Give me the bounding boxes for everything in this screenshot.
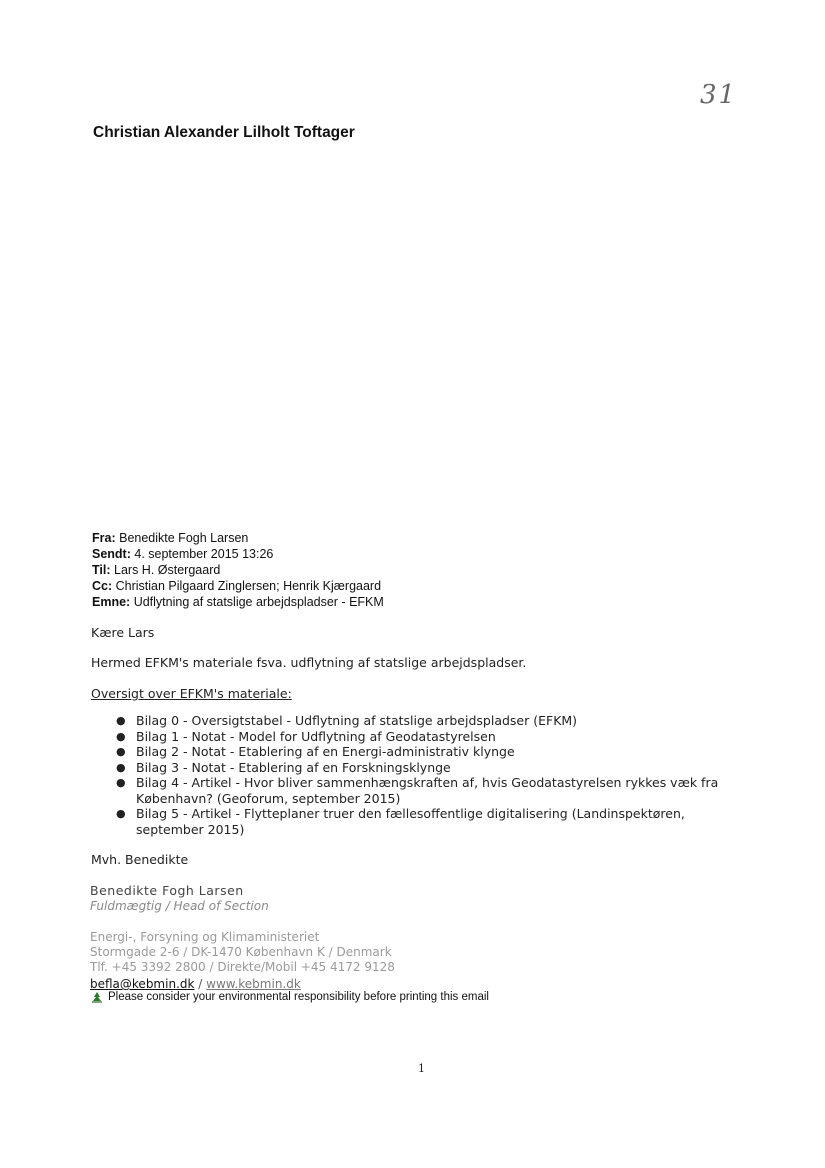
bullet-icon: ●	[116, 776, 126, 789]
from-row	[92, 530, 384, 546]
cc-value: Christian Pilgaard Zinglersen; Henrik Kjærgaard	[115, 579, 382, 593]
link-separator: /	[194, 977, 207, 991]
eco-notice-text: Please consider your environmental responsibility before printing this email	[108, 991, 489, 1003]
organization-address: Stormgade 2-6 / DK-1470 København K / Denmark	[90, 945, 392, 959]
signature-title: Fuldmægtig / Head of Section	[90, 899, 269, 913]
to-label: Til:	[92, 563, 111, 577]
signature-name: Benedikte Fogh Larsen	[90, 883, 244, 898]
bullet-icon: ●	[116, 729, 126, 743]
website-link[interactable]: www.kebmin.dk	[206, 977, 301, 991]
subject-row	[92, 594, 384, 610]
bullet-icon: ●	[116, 745, 126, 758]
signature-links	[90, 977, 301, 991]
attachment-item	[112, 806, 752, 837]
attachment-item	[112, 760, 752, 776]
bullet-icon: ●	[116, 807, 126, 820]
to-value: Lars H. Østergaard	[114, 563, 221, 577]
subject-label: Emne:	[92, 595, 131, 609]
email-link[interactable]: befla@kebmin.dk	[90, 977, 195, 991]
attachment-item	[112, 729, 752, 745]
cc-label: Cc:	[92, 579, 113, 593]
attachment-item	[112, 775, 752, 806]
attachment-text: Bilag 5 - Artikel - Flytteplaner truer den fællesoffentlige digitalisering (Landinspektøren, september 2015)	[136, 806, 685, 837]
cc-row	[92, 578, 384, 594]
attachment-item	[112, 713, 752, 729]
subject-value: Udflytning af statslige arbejdspladser - EFKM	[133, 595, 384, 609]
signature-organization	[90, 930, 395, 975]
attachment-text: Bilag 1 - Notat - Model for Udflytning af Geodatastyrelsen	[136, 728, 496, 744]
attachment-text: Bilag 2 - Notat - Etablering af en Energi-administrativ klynge	[136, 744, 515, 759]
sent-row	[92, 546, 384, 562]
to-row	[92, 562, 384, 578]
from-value: Benedikte Fogh Larsen	[119, 531, 249, 545]
attachment-item	[112, 744, 752, 760]
from-label: Fra:	[92, 531, 116, 545]
organization-phone: Tlf. +45 3392 2800 / Direkte/Mobil +45 4172 9128	[90, 960, 395, 974]
greeting: Kære Lars	[91, 625, 155, 640]
page-number: 1	[418, 1062, 425, 1075]
environmental-notice	[90, 991, 489, 1003]
sent-label: Sendt:	[92, 547, 131, 561]
email-header	[92, 530, 384, 610]
organization-name: Energi-, Forsyning og Klimaministeriet	[90, 930, 320, 944]
sent-value: 4. september 2015 13:26	[134, 547, 274, 561]
attachment-list	[112, 713, 752, 837]
attachment-text: Bilag 4 - Artikel - Hvor bliver sammenhængskraften af, hvis Geodatastyrelsen rykkes væk fra København? (Geoforum, september 2015)	[136, 775, 719, 806]
closing-regards: Mvh. Benedikte	[91, 852, 189, 867]
intro-text: Hermed EFKM's materiale fsva. udflytning af statslige arbejdspladser.	[91, 655, 527, 670]
handwritten-mark: 31	[700, 80, 738, 110]
attachment-text: Bilag 0 - Oversigtstabel - Udflytning af statslige arbejdspladser (EFKM)	[136, 713, 578, 728]
overview-heading: Oversigt over EFKM's materiale:	[91, 686, 292, 701]
document-sender-name: Christian Alexander Lilholt Toftager	[93, 124, 355, 141]
recycle-tree-icon	[90, 991, 104, 1003]
bullet-icon: ●	[116, 760, 126, 774]
attachment-text: Bilag 3 - Notat - Etablering af en Forskningsklynge	[136, 759, 451, 775]
bullet-icon: ●	[116, 714, 126, 727]
